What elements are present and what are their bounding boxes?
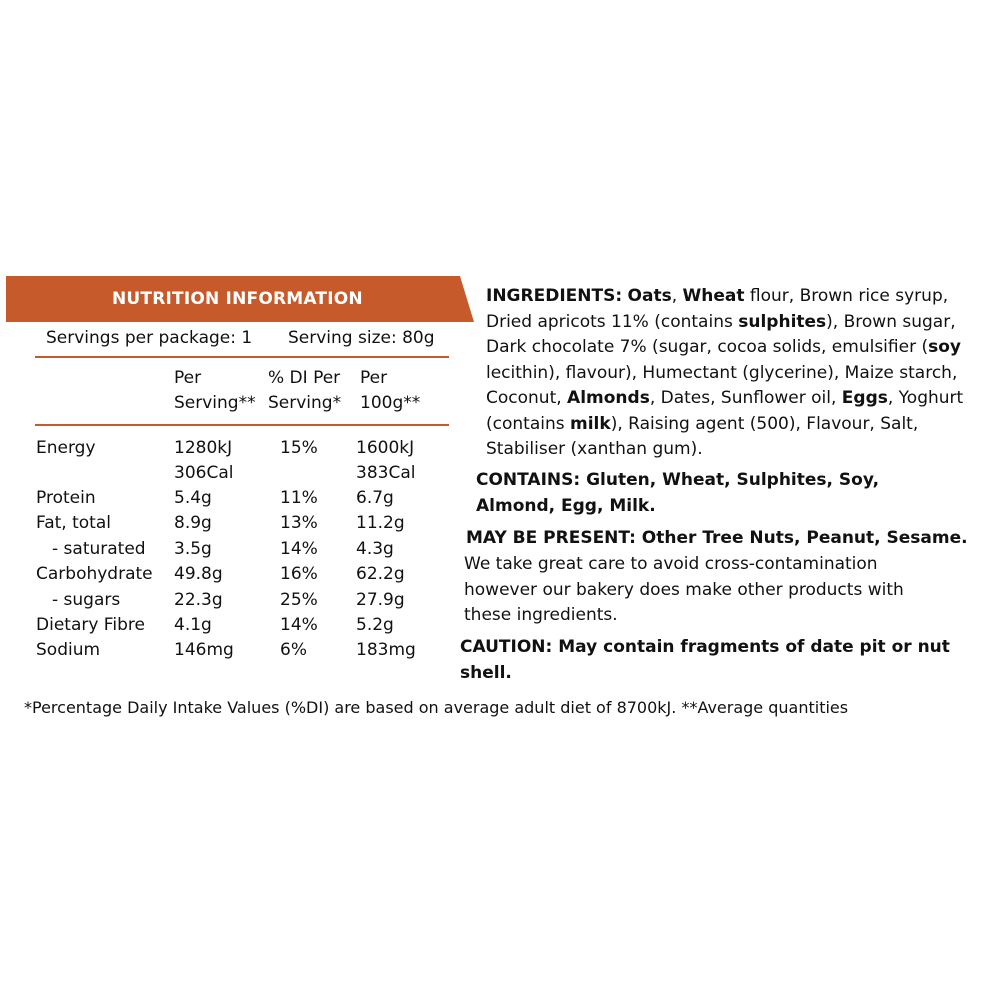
- ingredient-allergen: Wheat: [682, 286, 745, 306]
- footnote: *Percentage Daily Intake Values (%DI) are based on average adult diet of 8700kJ. **Average quantities: [24, 698, 849, 717]
- energy-per-100g: 1600kJ: [356, 438, 415, 458]
- ingredient-text: ), Brown sugar, Dark chocolate 7% (sugar, cocoa solids, emulsifier (: [486, 311, 956, 357]
- ingredient-text: flour, Brown rice syrup, Dried apricots 11% (contains: [486, 286, 949, 332]
- caution-text: May contain fragments of date pit or nut shell.: [460, 637, 950, 683]
- sugars-per-serving: 22.3g: [174, 590, 223, 610]
- fat-total-per-serving: 8.9g: [174, 513, 212, 533]
- saturated-di: 14%: [280, 539, 318, 559]
- caution-paragraph: [460, 635, 970, 686]
- ingredient-allergen: milk: [570, 413, 611, 434]
- may-be-present-label: MAY BE PRESENT:: [466, 528, 636, 548]
- caution-label: CAUTION:: [460, 637, 553, 657]
- col-header-per-serving-2: Serving**: [174, 393, 256, 413]
- ingredient-text: ), Raising agent (500), Flavour, Salt, Stabiliser (xanthan gum).: [486, 413, 919, 459]
- ingredient-text: , Yoghurt (contains: [486, 388, 964, 434]
- carbohydrate-per-100g: 62.2g: [356, 564, 405, 584]
- may-be-present-allergens: Other Tree Nuts, Peanut, Sesame.: [635, 528, 968, 548]
- col-header-di-1: % DI Per: [268, 368, 341, 388]
- protein-per-100g: 6.7g: [356, 488, 394, 508]
- ingredient-text: ,: [671, 286, 683, 306]
- dietary-fibre-per-serving: 4.1g: [174, 615, 212, 635]
- servings-per-package: Servings per package: 1: [46, 328, 253, 348]
- contains-paragraph: [476, 468, 946, 519]
- ingredient-allergen: soy: [928, 337, 961, 357]
- contains-label: CONTAINS:: [476, 470, 581, 490]
- sugars-per-100g: 27.9g: [356, 590, 405, 610]
- col-header-di-2: Serving*: [268, 393, 342, 413]
- ingredient-allergen: Oats: [627, 286, 672, 306]
- may-be-present-paragraph: [466, 526, 1000, 552]
- energy-per-100g-cal: 383Cal: [356, 463, 416, 483]
- sodium-di: 6%: [280, 640, 307, 660]
- row-name-sodium: Sodium: [36, 640, 101, 660]
- col-header-per-100g-1: Per: [360, 368, 388, 388]
- nutrition-title: NUTRITION INFORMATION: [112, 289, 363, 309]
- row-name-carbohydrate: Carbohydrate: [36, 564, 153, 584]
- carbohydrate-per-serving: 49.8g: [174, 564, 223, 584]
- ingredients-paragraph: [486, 284, 992, 463]
- carbohydrate-di: 16%: [280, 564, 318, 584]
- row-name-energy: Energy: [36, 438, 96, 458]
- row-name-dietary-fibre: Dietary Fibre: [36, 615, 145, 635]
- protein-per-serving: 5.4g: [174, 488, 212, 508]
- dietary-fibre-per-100g: 5.2g: [356, 615, 394, 635]
- ingredient-allergen: Eggs: [841, 388, 888, 408]
- row-name-protein: Protein: [36, 488, 96, 508]
- protein-di: 11%: [280, 488, 318, 508]
- dietary-fibre-di: 14%: [280, 615, 318, 635]
- cross-contamination-note: We take great care to avoid cross-contamination however our bakery does make other products with these ingredients.: [464, 554, 904, 625]
- ingredient-allergen: Almonds: [567, 388, 650, 408]
- contains-allergens: Gluten, Wheat, Sulphites, Soy, Almond, Egg, Milk.: [476, 470, 880, 516]
- col-header-per-serving-1: Per: [174, 368, 202, 388]
- sugars-di: 25%: [280, 590, 318, 610]
- sodium-per-100g: 183mg: [356, 640, 416, 660]
- ingredients-label: INGREDIENTS:: [486, 286, 623, 306]
- ingredient-text: lecithin), flavour), Humectant (glycerine), Maize starch, Coconut,: [486, 362, 958, 408]
- sodium-per-serving: 146mg: [174, 640, 234, 660]
- energy-per-serving: 1280kJ: [174, 438, 233, 458]
- serving-size: Serving size: 80g: [288, 328, 435, 348]
- row-name-saturated: - saturated: [52, 539, 146, 559]
- nutrition-rule-top: [35, 356, 449, 358]
- saturated-per-100g: 4.3g: [356, 539, 394, 559]
- fat-total-per-100g: 11.2g: [356, 513, 405, 533]
- fat-total-di: 13%: [280, 513, 318, 533]
- row-name-fat-total: Fat, total: [36, 513, 111, 533]
- nutrition-rule-header: [35, 424, 449, 426]
- energy-di: 15%: [280, 438, 318, 458]
- ingredients-body: [486, 286, 963, 459]
- ingredient-allergen: sulphites: [738, 311, 827, 332]
- energy-per-serving-cal: 306Cal: [174, 463, 234, 483]
- row-name-sugars: - sugars: [52, 590, 121, 610]
- ingredient-text: , Dates, Sunflower oil,: [649, 388, 842, 408]
- saturated-per-serving: 3.5g: [174, 539, 212, 559]
- col-header-per-100g-2: 100g**: [360, 393, 421, 413]
